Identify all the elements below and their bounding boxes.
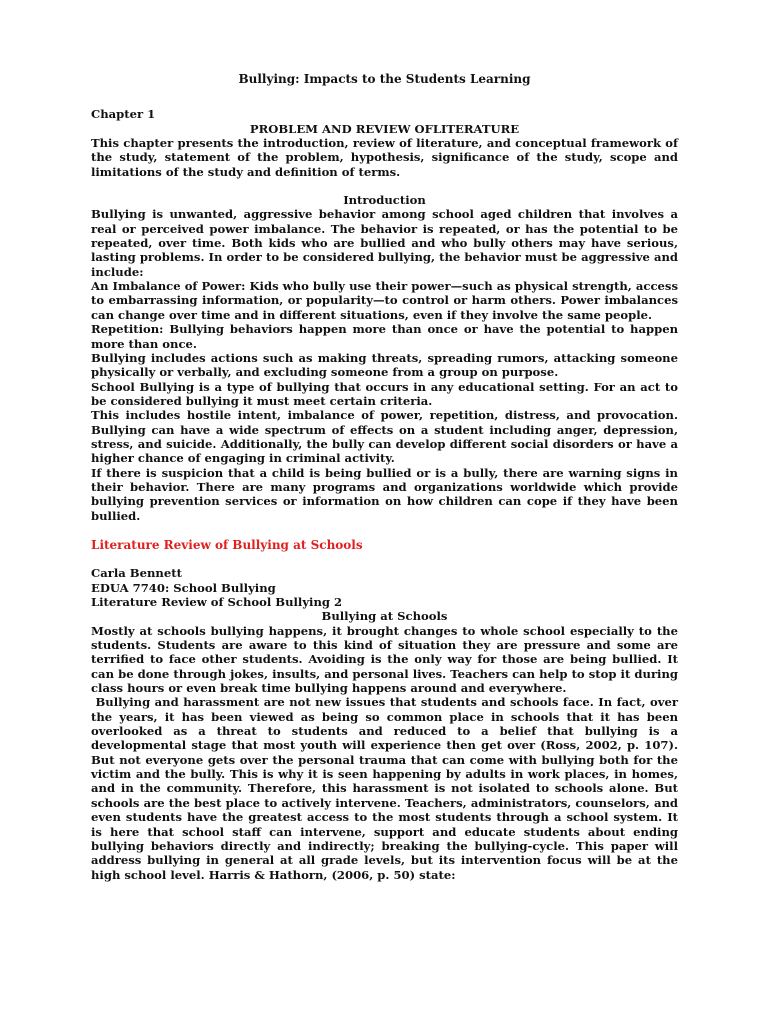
- schools-paragraph: Mostly at schools bullying happens, it brought changes to whole school especially to the students. Students are aware to this kind of situation they are pressure and some are terrified to face other students. Avoiding is the only way for those are being bullied. It can be done through jokes, insults, and personal lives. Teachers can help to stop it during class hours or even break time bullying happens around and everywhere.: [91, 623, 678, 696]
- document-page: [91, 72, 678, 882]
- introduction-paragraph: Repetition: Bullying behaviors happen more than once or have the potential to happen more than once.: [91, 322, 678, 351]
- literature-review-heading: Literature Review of Bullying at Schools: [91, 537, 363, 552]
- course-name: EDUA 7740: School Bullying: [91, 580, 276, 595]
- chapter-heading: PROBLEM AND REVIEW OFLITERATURE: [249, 121, 520, 136]
- introduction-paragraph: School Bullying is a type of bullying that occurs in any educational setting. For an act to be considered bullying it must meet certain criteria.: [91, 379, 678, 408]
- document-title: Bullying: Impacts to the Students Learning: [238, 72, 531, 86]
- introduction-paragraph: Bullying is unwanted, aggressive behavior among school aged children that involves a real or perceived power imbalance. The behavior is repeated, or has the potential to be repeated, over time. Both kids who are bullied and who bully others may have serious, lasting problems. In order to be considered bullying, the behavior must be aggressive and include:: [91, 207, 678, 279]
- introduction-paragraph: An Imbalance of Power: Kids who bully use their power—such as physical strength, access to embarrassing information, or popularity—to control or harm others. Power imbalances can change over time and in different situations, even if they involve the same people.: [91, 279, 678, 322]
- schools-paragraph-text: Bullying and harassment are not new issues that students and schools face. In fact, over the years, it has been viewed as being so common place in schools that it has been overlooked as a threat to students and reduced to a belief that bullying is a developmental stage that most youth will experience then get over (Ross, 2002, p. 107). But not everyone gets over the personal trauma that can come with bullying both for the victim and the bully. This is why it is seen happening by adults in work places, in homes, and in the community. Therefore, this harassment is not isolated to schools alone. But schools are the best place to actively intervene. Teachers, administrators, counselors, and even students have the greatest access to the most students through a school system. It is here that school staff can intervene, support and educate students about ending bullying behaviors directly and indirectly; breaking the bullying-cycle. This paper will address bullying in general at all grade levels, but its intervention focus will be at the high school level. Harris & Hathorn, (2006, p. 50) state:: [91, 695, 678, 882]
- introduction-heading: Introduction: [343, 193, 426, 208]
- introduction-paragraph: This includes hostile intent, imbalance of power, repetition, distress, and provocation. Bullying can have a wide spectrum of effects on a student including anger, depression, stress, and suicide. Additionally, the bully can develop different social disorders or have a higher chance of engaging in criminal activity.: [91, 408, 678, 466]
- chapter-intro-paragraph: This chapter presents the introduction, review of literature, and conceptual framework of the study, statement of the problem, hypothesis, significance of the study, scope and limitations of the study and definition of terms.: [91, 136, 678, 179]
- author-block: [91, 566, 678, 609]
- schools-paragraph: [91, 695, 678, 881]
- introduction-paragraph: Bullying includes actions such as making threats, spreading rumors, attacking someone physically or verbally, and excluding someone from a group on purpose.: [91, 350, 678, 380]
- running-head: Literature Review of School Bullying 2: [91, 595, 343, 609]
- author-name: Carla Bennett: [91, 566, 182, 581]
- bullying-at-schools-heading: Bullying at Schools: [321, 609, 448, 624]
- chapter-label: Chapter 1: [91, 107, 156, 122]
- introduction-paragraph: If there is suspicion that a child is being bullied or is a bully, there are warning signs in their behavior. There are many programs and organizations worldwide which provide bullying prevention services or information on how children can cope if they have been bullied.: [91, 465, 678, 523]
